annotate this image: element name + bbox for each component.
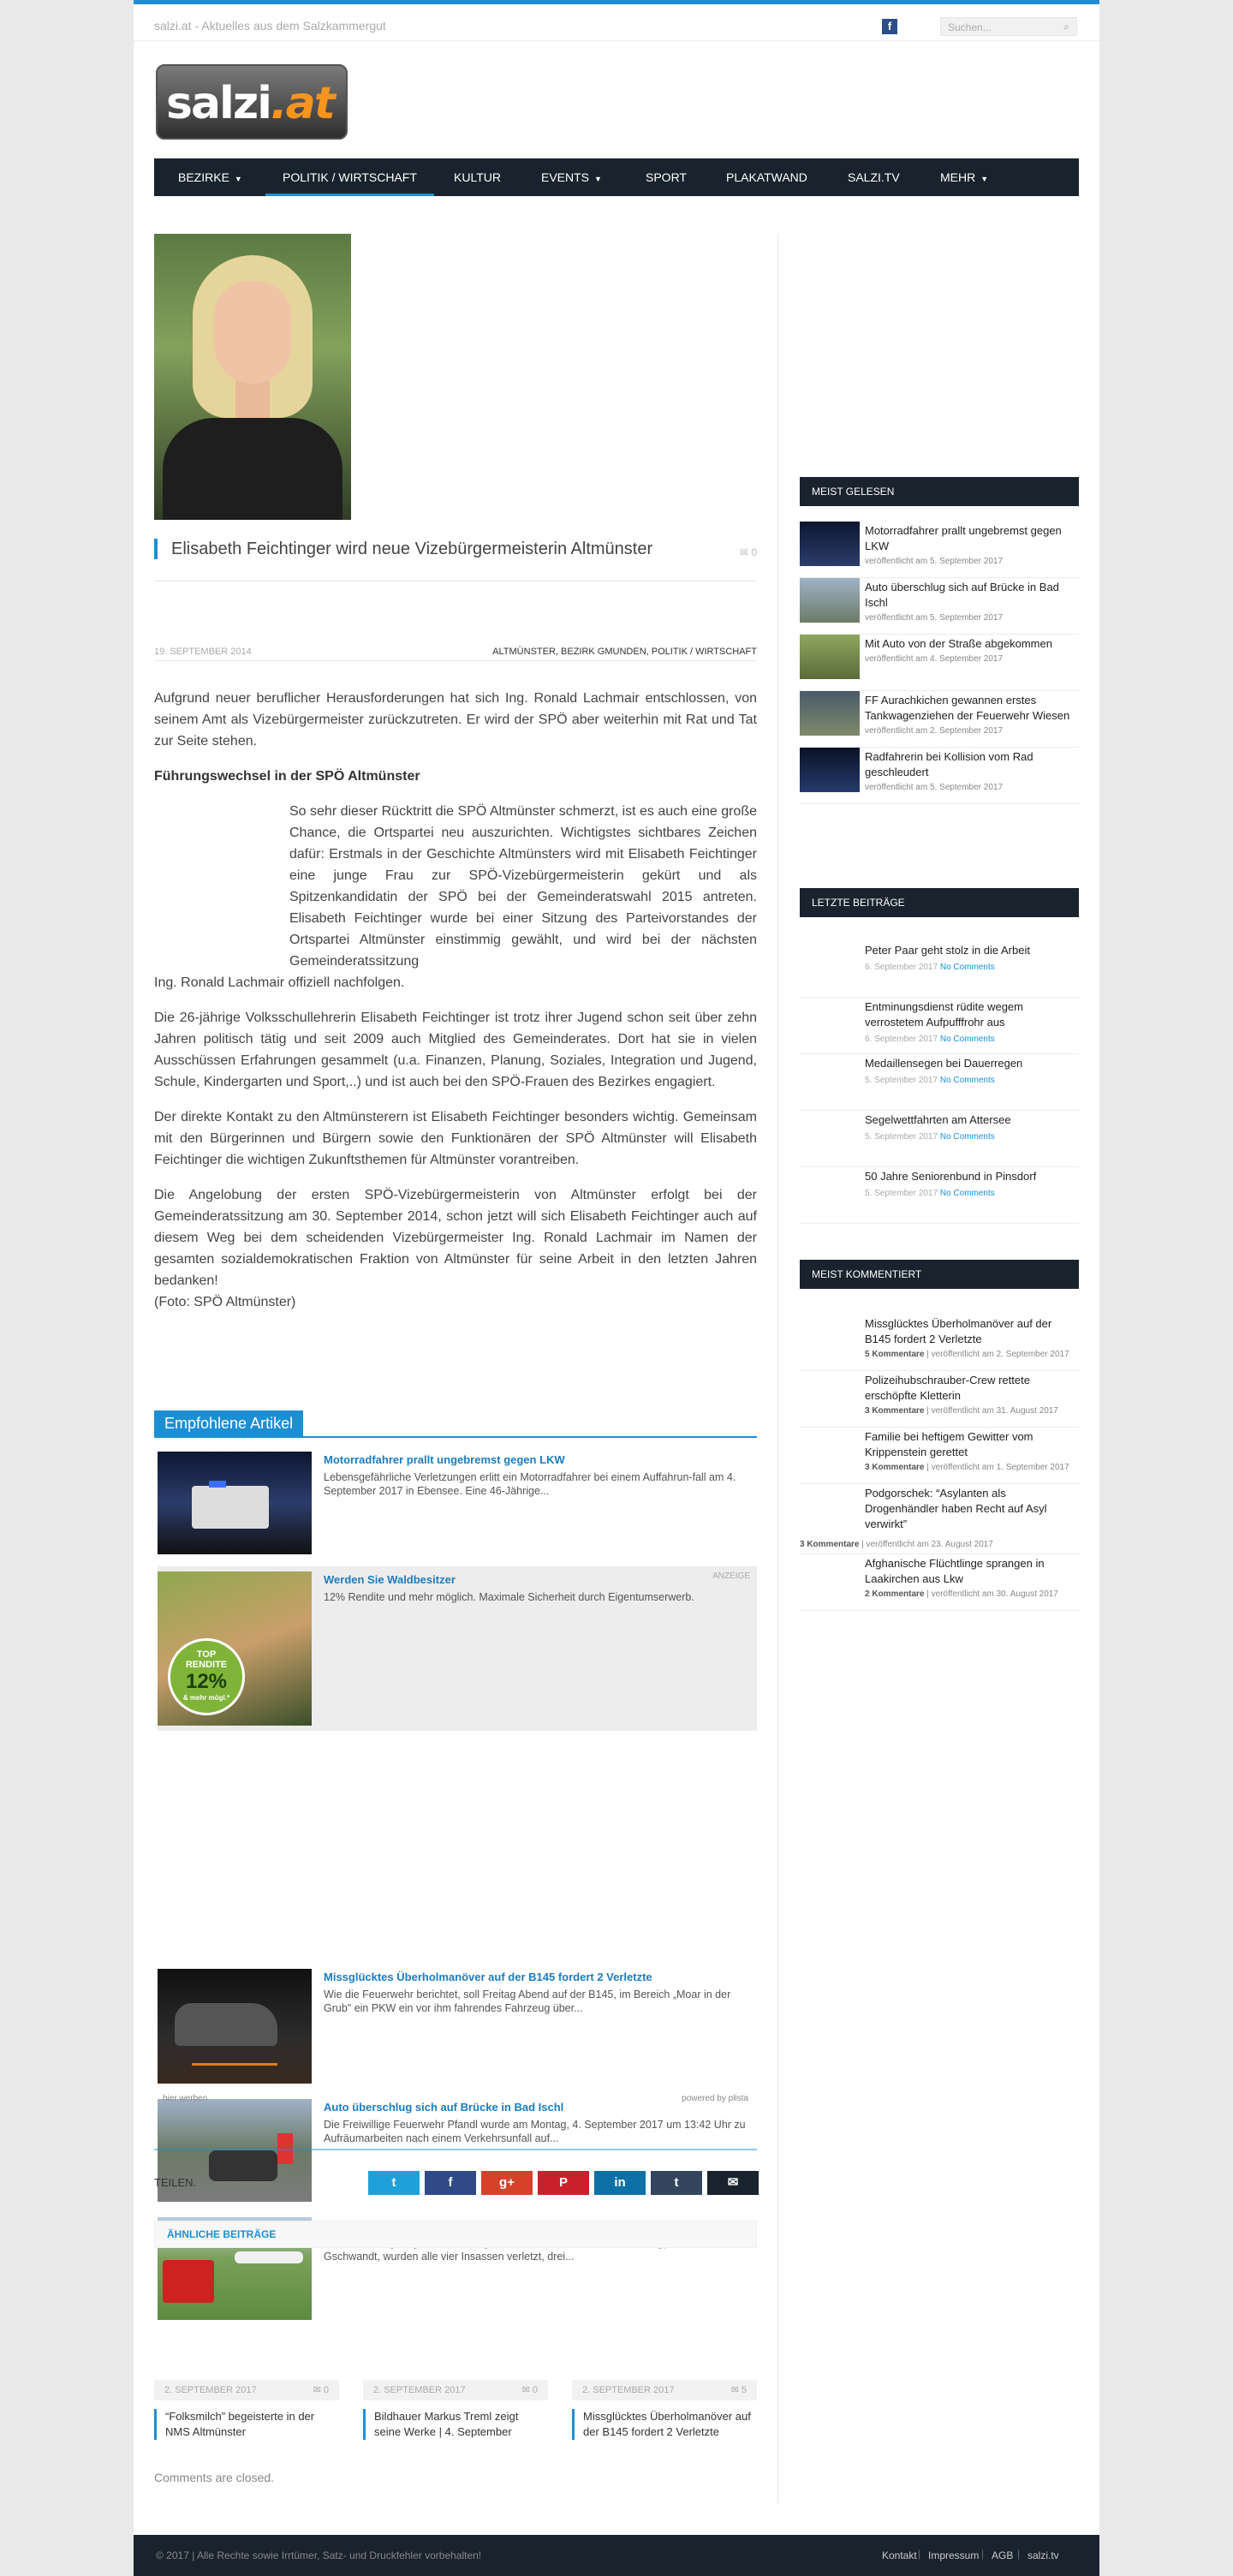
- related-heading: ÄHNLICHE BEITRÄGE: [154, 2221, 757, 2248]
- sidebar-item[interactable]: [800, 998, 1079, 1054]
- main-nav: [154, 158, 1079, 196]
- recommended-thumb[interactable]: [158, 1969, 312, 2084]
- nav-item-mehr[interactable]: MEHR ▼: [940, 170, 989, 184]
- twitter-icon[interactable]: t: [368, 2171, 420, 2195]
- plista-credit[interactable]: powered by plista: [682, 2094, 748, 2103]
- sidebar-item[interactable]: [800, 1428, 1079, 1484]
- nav-item-sport[interactable]: SPORT: [646, 170, 687, 184]
- related-title[interactable]: Bildhauer Markus Treml zeigt seine Werke | 4. September: [363, 2409, 548, 2440]
- sidebar-item[interactable]: [800, 1554, 1079, 1611]
- widget-most-commented-heading: MEIST KOMMENTIERT: [800, 1260, 1079, 1289]
- related-meta: 2. SEPTEMBER 2017 ✉ 5: [572, 2380, 757, 2400]
- comment-icon: ✉ 0: [313, 2385, 329, 2395]
- sidebar-item[interactable]: [800, 748, 1079, 804]
- paragraph: Ing. Ronald Lachmair offiziell nachfolgen.: [154, 975, 405, 990]
- article-subheading: Führungswechsel in der SPÖ Altmünster: [154, 769, 420, 784]
- chevron-down-icon: ▼: [234, 175, 242, 183]
- sidebar-item[interactable]: [800, 635, 1079, 691]
- sidebar-title[interactable]: Entminungsdienst rüdite wegem verrostetem Aufpufffrohr aus 6. September 2017 No Comments: [865, 1000, 1023, 1044]
- paragraph: Die 26-jährige Volksschullehrerin Elisabeth Feichtinger ist trotz ihrer Jugend schon seit über zehn Jahren politisch tätig und seit 2009 auch Mitglied des Gemeinderates. Dort hat sie in vielen Ausschüssen Erfahrungen gesammelt (u.a. Finanzen, Planung, Soziales, Integration und Jugend, Schule, Kindergarten und Sport,..) und ist auch bei den SPÖ-Frauen des Bezirkes engagiert.: [154, 1011, 757, 1089]
- nav-item-events[interactable]: EVENTS ▼: [541, 170, 602, 184]
- footer-copyright: © 2017 | Alle Rechte sowie Irrtümer, Satz- und Druckfehler vorbehalten!: [156, 2549, 482, 2561]
- linkedin-icon[interactable]: in: [594, 2171, 646, 2195]
- sidebar-title[interactable]: Medaillensegen bei Dauerregen 5. September 2017 No Comments: [865, 1057, 1023, 1085]
- sidebar-title[interactable]: FF Aurachkichen gewannen erstes Tankwagenziehen der Feuerwehr Wiesen veröffentlicht am 2. September 2017: [865, 694, 1070, 736]
- footer-link-agb[interactable]: AGB: [992, 2549, 1014, 2561]
- photo-credit: (Foto: SPÖ Altmünster): [154, 1295, 296, 1309]
- nav-item-bezirke[interactable]: BEZIRKE ▼: [178, 170, 242, 184]
- sidebar-thumb[interactable]: [800, 635, 860, 679]
- article-title: Elisabeth Feichtinger wird neue Vizebürgermeisterin Altmünster ✉ 0: [154, 539, 757, 559]
- article-body: [154, 688, 757, 1327]
- comment-icon: ✉ 0: [521, 2385, 538, 2395]
- article-categories[interactable]: ALTMÜNSTER, BEZIRK GMUNDEN, POLITIK / WIRTSCHAFT: [492, 647, 757, 657]
- divider: [154, 2149, 757, 2150]
- sidebar-item[interactable]: [800, 578, 1079, 635]
- paragraph: So sehr dieser Rücktritt die SPÖ Altmünster schmerzt, ist es auch eine große Chance, die Ortspartei neu auszurichten. Wichtigstes sichtbares Zeichen dafür: Erstmals in der Geschichte Altmünsters wird mit Elisabeth Feichtinger eine junge Frau zur SPÖ-Vizebürgermeisterin gekürt und als Spitzenkandidatin der SPÖ bei der Gemeinderatswahl 2015 antreten. Elisabeth Feichtinger wurde bei einer Sitzung des Parteivorstandes der Ortspartei Altmünster einstimmig gewählt, und wird bei der nächsten Gemeinderatssitzung: [289, 804, 757, 969]
- chevron-down-icon: ▼: [594, 175, 602, 183]
- sidebar-item[interactable]: [800, 691, 1079, 748]
- sidebar-item[interactable]: [800, 522, 1079, 578]
- sidebar-thumb[interactable]: [800, 522, 860, 566]
- rendite-badge: TOP RENDITE 12% & mehr mögl.*: [168, 1638, 245, 1715]
- sidebar-title[interactable]: Motorradfahrer prallt ungebremst gegen LKW veröffentlicht am 5. September 2017: [865, 524, 1062, 566]
- related-item[interactable]: [572, 2380, 757, 2440]
- recommended-text: 12% Rendite und mehr möglich. Maximale Sicherheit durch Eigentumserwerb.: [324, 1591, 694, 1603]
- sidebar-thumb[interactable]: [800, 748, 860, 792]
- sidebar-item[interactable]: [800, 1371, 1079, 1428]
- footer-separator: |: [918, 2548, 921, 2560]
- logo-text: salzi.at: [166, 78, 334, 129]
- comment-icon: ✉ 5: [730, 2385, 747, 2395]
- sidebar-item[interactable]: [800, 1054, 1079, 1111]
- footer-separator: |: [1017, 2548, 1021, 2560]
- sidebar-title[interactable]: 50 Jahre Seniorenbund in Pinsdorf 5. September 2017 No Comments: [865, 1170, 1037, 1198]
- recommended-title[interactable]: Missglücktes Überholmanöver auf der B145 fordert 2 Verletzte: [324, 1971, 652, 1983]
- sidebar-title[interactable]: Polizeihubschrauber-Crew rettete erschöpfte Kletterin 3 Kommentare | veröffentlicht am 31. August 2017: [865, 1374, 1058, 1416]
- paragraph: Die Angelobung der ersten SPÖ-Vizebürgermeisterin von Altmünster erfolgt bei der Gemeinderatssitzung am 30. September 2014, schon jetzt will sich Elisabeth Feichtinger auch auf diesem Weg bei dem scheidenden Vizebürgermeister Ing. Ronald Lachmair im Namen der gesamten sozialdemokratischen Fraktion von Altmünster für seine Arbeit in den letzten Jahren bedanken!: [154, 1188, 757, 1288]
- related-meta: 2. SEPTEMBER 2017 ✉ 0: [154, 2380, 339, 2400]
- sidebar-item[interactable]: [800, 1111, 1079, 1167]
- footer-link-kontakt[interactable]: Kontakt: [882, 2549, 917, 2561]
- footer-link-impressum[interactable]: Impressum: [928, 2549, 980, 2561]
- tumblr-icon[interactable]: t: [651, 2171, 702, 2195]
- recommended-text: Gschwandt, wurden alle vier Insassen verletzt, drei...: [324, 2251, 575, 2263]
- column-divider: [777, 234, 778, 2503]
- recommended-text: Lebensgefährliche Verletzungen erlitt ein Motorradfahrer bei einem Auffahrun-fall am 4. September 2017 in Ebensee. Eine 46-Jährige...: [324, 1471, 736, 1497]
- sidebar-item[interactable]: [800, 941, 1079, 998]
- search-placeholder: Suchen...: [948, 21, 992, 33]
- sidebar-title[interactable]: Segelwettfahrten am Attersee 5. September 2017 No Comments: [865, 1113, 1011, 1142]
- nav-item-politik[interactable]: POLITIK / WIRTSCHAFT: [283, 158, 417, 196]
- paragraph: Aufgrund neuer beruflicher Herausforderungen hat sich Ing. Ronald Lachmair entschlossen, von seinem Amt als Vizebürgermeister zurückzutreten. Er wird der SPÖ aber weiterhin mit Rat und Tat zur Seite stehen.: [154, 691, 757, 748]
- pinterest-icon[interactable]: P: [538, 2171, 589, 2195]
- site-tagline: salzi.at - Aktuelles aus dem Salzkammergut: [154, 19, 386, 33]
- widget-latest-heading: LETZTE BEITRÄGE: [800, 888, 1079, 917]
- widget-most-read-heading: MEIST GELESEN: [800, 477, 1079, 506]
- sidebar-thumb[interactable]: [800, 578, 860, 623]
- sidebar-meta: 3 Kommentare | veröffentlicht am 23. August 2017: [800, 1540, 993, 1549]
- recommended-heading: Empfohlene Artikel: [154, 1410, 757, 1438]
- footer-link-salzitv[interactable]: salzi.tv: [1028, 2549, 1059, 2561]
- nav-item-kultur[interactable]: KULTUR: [454, 170, 501, 184]
- ad-thumb[interactable]: [158, 1571, 312, 1726]
- sidebar-title[interactable]: Radfahrerin bei Kollision vom Rad geschleudert veröffentlicht am 5. September 2017: [865, 750, 1033, 792]
- sidebar-title[interactable]: Afghanische Flüchtlinge sprangen in Laakirchen aus Lkw 2 Kommentare | veröffentlicht am 30. August 2017: [865, 1557, 1058, 1599]
- comments-closed: Comments are closed.: [154, 2471, 275, 2484]
- paragraph: Der direkte Kontakt zu den Altmünsterern ist Elisabeth Feichtinger besonders wichtig. Gemeinsam mit den Bürgerinnen und Bürgern sowie den Funktionären der SPÖ Altmünster will Elisabeth Feichtinger die wichtigen Zukunftsthemen für Altmünster vorantreiben.: [154, 1110, 757, 1167]
- sidebar-title[interactable]: Auto überschlug sich auf Brücke in Bad Ischl veröffentlicht am 5. September 2017: [865, 581, 1059, 623]
- related-item[interactable]: [363, 2380, 548, 2440]
- related-title[interactable]: “Folksmilch” begeisterte in der NMS Altmünster: [154, 2409, 339, 2440]
- sidebar-item[interactable]: [800, 1315, 1079, 1371]
- nav-item-salzitv[interactable]: SALZI.TV: [848, 170, 900, 184]
- search-input[interactable]: [940, 17, 1077, 36]
- related-item[interactable]: [154, 2380, 339, 2440]
- sidebar-title[interactable]: Familie bei heftigem Gewitter vom Krippenstein gerettet 3 Kommentare | veröffentlicht am 1. September 2017: [865, 1430, 1069, 1472]
- recommended-title[interactable]: Motorradfahrer prallt ungebremst gegen LKW: [324, 1453, 565, 1466]
- sidebar-title[interactable]: Missglücktes Überholmanöver auf der B145 fordert 2 Verletzte 5 Kommentare | veröffentlicht am 2. September 2017: [865, 1317, 1069, 1359]
- google-plus-icon[interactable]: g+: [481, 2171, 533, 2195]
- sidebar-item[interactable]: [800, 1484, 1079, 1554]
- related-meta: 2. SEPTEMBER 2017 ✉ 0: [363, 2380, 548, 2400]
- nav-item-plakatwand[interactable]: PLAKATWAND: [726, 170, 807, 184]
- mail-icon[interactable]: ✉: [707, 2171, 759, 2195]
- recommended-title[interactable]: Auto überschlug sich auf Brücke in Bad Ischl: [324, 2101, 564, 2114]
- sidebar-thumb[interactable]: [800, 691, 860, 736]
- search-icon[interactable]: ⌕: [1063, 21, 1069, 33]
- top-bar: [134, 9, 1099, 41]
- sidebar-title[interactable]: Podgorschek: “Asylanten als Drogenhändler haben Recht auf Asyl verwirkt”: [865, 1487, 1047, 1530]
- sidebar-title[interactable]: Mit Auto von der Straße abgekommen veröffentlicht am 4. September 2017: [865, 637, 1052, 664]
- sidebar-item[interactable]: [800, 1167, 1079, 1224]
- recommended-text: Die Freiwillige Feuerwehr Pfandl wurde am Montag, 4. September 2017 um 13:42 Uhr zu Aufräumarbeiten nach einem Verkehrsunfall auf...: [324, 2119, 746, 2144]
- page-wrapper: [134, 0, 1099, 2535]
- recommended-title[interactable]: Werden Sie Waldbesitzer: [324, 1573, 456, 1586]
- sidebar-title[interactable]: Peter Paar geht stolz in die Arbeit 6. September 2017 No Comments: [865, 944, 1030, 972]
- site-footer: [134, 2535, 1099, 2576]
- share-label: TEILEN.: [154, 2176, 197, 2189]
- chevron-down-icon: ▼: [980, 175, 989, 183]
- divider: [154, 660, 757, 661]
- facebook-icon[interactable]: f: [882, 19, 897, 34]
- footer-separator: |: [981, 2548, 985, 2560]
- related-title[interactable]: Missglücktes Überholmanöver auf der B145 fordert 2 Verletzte: [572, 2409, 757, 2440]
- comment-count[interactable]: ✉ 0: [739, 546, 757, 558]
- ad-label: ANZEIGE: [712, 1571, 750, 1581]
- article-image: [154, 234, 351, 520]
- article-date: 19. SEPTEMBER 2014: [154, 647, 252, 657]
- comment-icon: ✉: [739, 546, 752, 558]
- advertise-link[interactable]: hier werben: [163, 2094, 208, 2103]
- facebook-icon[interactable]: f: [425, 2171, 476, 2195]
- site-logo[interactable]: [156, 64, 348, 140]
- recommended-thumb[interactable]: [158, 1452, 312, 1554]
- recommended-text: Wie die Feuerwehr berichtet, soll Freitag Abend auf der B145, im Bereich „Moar in der Grub" ein PKW ein vor ihm fahrendes Fahrzeug über...: [324, 1989, 731, 2014]
